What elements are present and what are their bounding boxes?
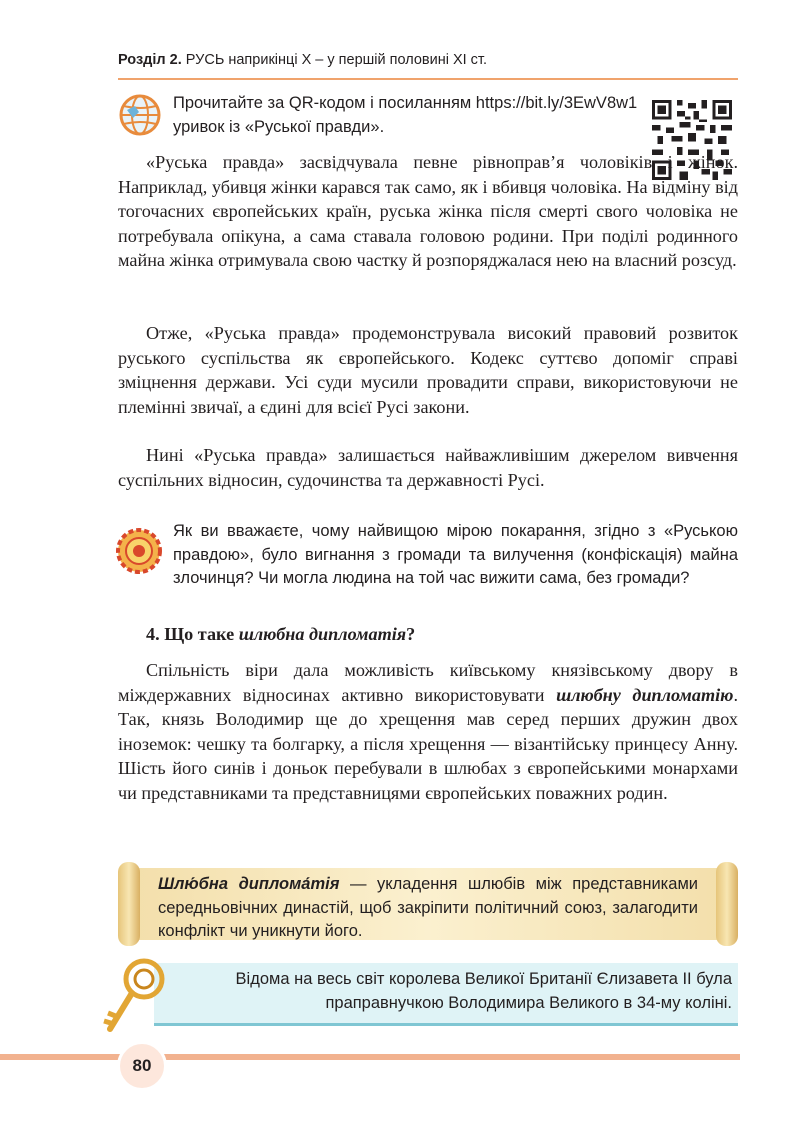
paragraph-1: «Руська правда» засвідчувала певне рівноправ’я чоловіків і жінок. Наприклад, убивця жінки карався так само, як і вбивця чоловіка. На відміну від тогочасних європейських країн, руська жінка після смерті свого чоловіка не потребувала опікуна, а сама ставала головою родини. При поділі родинного майна жінка отримувала свою частку й розпоряджалася нею на власний розсуд. — [118, 152, 738, 270]
section-text-part1: Спільність віри дала можливість київському князівському двору в міждержавних відносинах активно використовувати — [118, 660, 738, 705]
section-term: шлюбна дипломатія — [238, 624, 407, 644]
definition-body: — укладення шлюбів між представниками середньовічних династій, щоб закріпити політичний союз, залагодити конфлікт чи уникнути його. — [158, 875, 699, 940]
paragraph-3-block — [118, 443, 738, 492]
section-text-part2: . Так, князь Володимир ще до хрещення мав серед перших дружин двох іноземок: чешку та болгарку, а після хрещення — візантійську принцесу Анну. Шість його синів і доньок перебували в шлюбах з європейськими монархами чи представниками та представницями європейських поважних родин. — [118, 684, 738, 803]
key-icon — [100, 955, 172, 1037]
ornament-flower-icon — [116, 528, 162, 574]
paragraph-2-block — [118, 321, 738, 419]
page-header — [118, 52, 738, 80]
globe-icon — [119, 94, 161, 136]
chapter-title: РУСЬ наприкінці Х – у першій половині ХІ ст. — [185, 52, 487, 68]
paragraph-1-start — [118, 150, 738, 273]
chapter-label: Розділ 2. — [118, 52, 182, 68]
paragraph-3: Нині «Руська правда» залишається найважливішим джерелом вивчення суспільних відносин, судочинства та державності Русі. — [118, 445, 738, 490]
qr-reading-note: Прочитайте за QR-кодом і посиланням https://bit.ly/3EwV8w1 уривок із «Руської правди». — [173, 94, 638, 136]
definition-term: Шлю́бна диплома́тія — [158, 875, 340, 893]
section-heading — [146, 624, 415, 645]
page-number: 80 — [117, 1041, 167, 1091]
section-end: ? — [406, 624, 416, 644]
section-text-term: шлюбну дипломатію — [556, 684, 734, 705]
fact-text: Відома на весь світ королева Великої Британії Єлизавета ІІ була праправнучкою Володимира Великого в 34-му коліні. — [235, 970, 732, 1012]
discussion-question: Як ви вважаєте, чому найвищою мірою покарання, згідно з «Руською правдою», було вигнання з громади та вилучення (конфіскація) майна злочинця? Чи могла людина на той час вижити сама, без громади? — [173, 522, 738, 587]
paragraph-2: Отже, «Руська правда» продемонструвала високий правовий розвиток руського суспільства як європейського. Кодекс суттєво допоміг справі зміцнення держави. Усі суди мусили провадити справи, використовуючи не племінні звичаї, а єдині для всієї Русі закони. — [118, 323, 738, 417]
section-paragraph-block — [118, 658, 738, 805]
section-number: 4. Що таке — [146, 624, 239, 644]
section-paragraph — [118, 658, 738, 805]
footer-rule — [0, 1054, 740, 1060]
definition-text — [158, 873, 698, 944]
